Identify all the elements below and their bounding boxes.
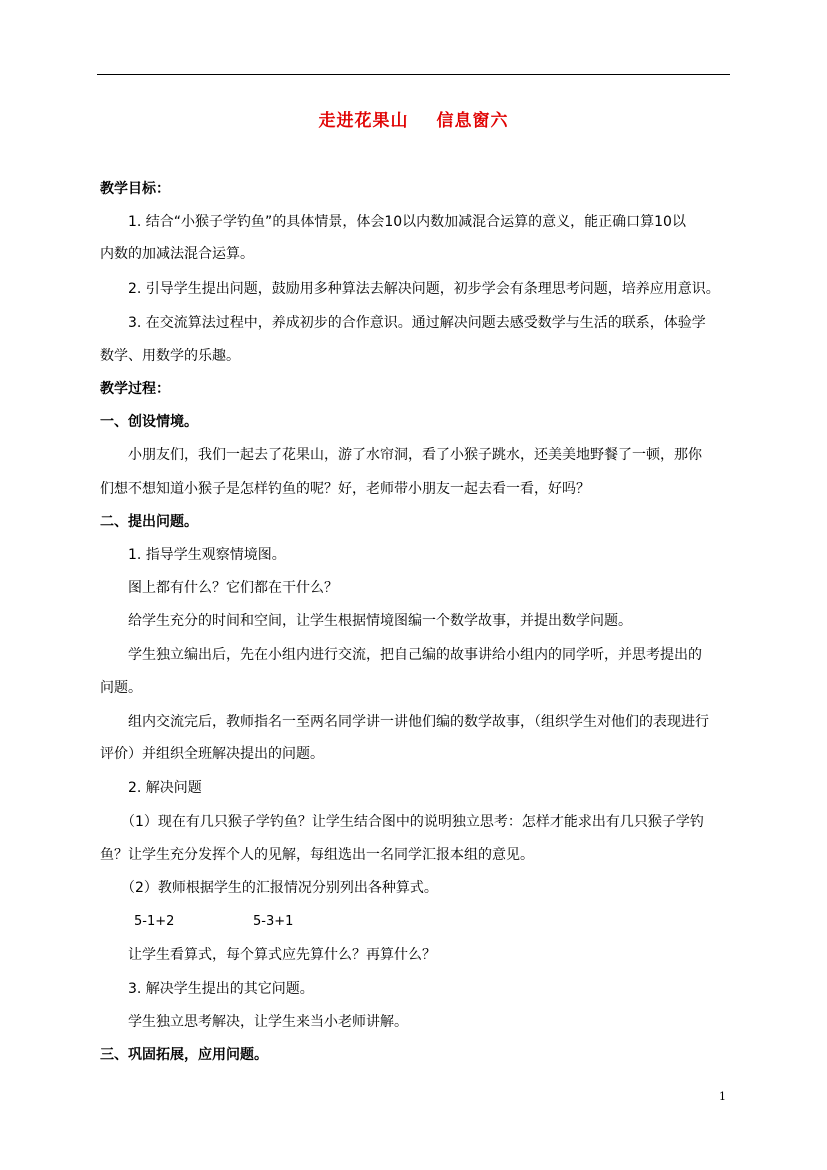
paragraph-line: 评价）并组织全班解决提出的问题。	[100, 746, 324, 762]
section-heading-process: 教学过程：	[100, 381, 170, 397]
paragraph-line: 给学生充分的时间和空间，让学生根据情境图编一个数学故事，并提出数学问题。	[128, 613, 632, 629]
paragraph-line: 问题。	[100, 680, 142, 696]
paragraph-line: 数学、用数学的乐趣。	[100, 348, 240, 364]
paragraph-line: 鱼？让学生充分发挥个人的见解，每组选出一名同学汇报本组的意见。	[100, 847, 534, 863]
paragraph-line: （1）现在有几只猴子学钓鱼？让学生结合图中的说明独立思考：怎样才能求出有几只猴子学钓	[121, 814, 704, 830]
paragraph-line: 小朋友们，我们一起去了花果山，游了水帘洞，看了小猴子跳水，还美美地野餐了一顿，那你	[128, 447, 702, 463]
paragraph-line: 1. 结合“小猴子学钓鱼”的具体情景，体会10以内数加减混合运算的意义，能正确口算10以	[128, 214, 686, 230]
section-heading-2: 二、提出问题。	[100, 514, 198, 530]
paragraph-line: 们想不想知道小猴子是怎样钓鱼的呢？好，老师带小朋友一起去看一看，好吗？	[100, 481, 590, 497]
section-heading-1: 一、创设情境。	[100, 414, 198, 430]
paragraph-line: 学生独立编出后，先在小组内进行交流，把自己编的故事讲给小组内的同学听，并思考提出的	[128, 647, 702, 663]
paragraph-line: 内数的加减法混合运算。	[100, 246, 254, 262]
formula-b: 5-3+1	[253, 914, 294, 929]
paragraph-line: 让学生看算式，每个算式应先算什么？再算什么？	[128, 947, 436, 963]
section-heading-goals: 教学目标：	[100, 181, 170, 197]
page-title	[0, 106, 827, 131]
paragraph-line: 组内交流完后，教师指名一至两名同学讲一讲他们编的数学故事，（组织学生对他们的表现进行	[128, 714, 709, 730]
paragraph-line: （2）教师根据学生的汇报情况分别列出各种算式。	[121, 880, 438, 896]
title-part-2: 信息窗六	[436, 111, 509, 131]
paragraph-line: 3. 在交流算法过程中，养成初步的合作意识。通过解决问题去感受数学与生活的联系，体验学	[128, 315, 706, 331]
paragraph-line: 2. 解决问题	[128, 780, 202, 796]
paragraph-line: 学生独立思考解决，让学生来当小老师讲解。	[128, 1014, 408, 1030]
title-part-1: 走进花果山	[318, 111, 409, 131]
section-heading-3: 三、巩固拓展，应用问题。	[100, 1047, 268, 1063]
paragraph-line: 1. 指导学生观察情境图。	[128, 547, 286, 563]
paragraph-line: 3. 解决学生提出的其它问题。	[128, 981, 314, 997]
formula-row	[134, 913, 293, 931]
paragraph-line: 图上都有什么？它们都在干什么？	[128, 580, 338, 596]
formula-a: 5-1+2	[134, 914, 175, 929]
header-rule	[97, 74, 730, 75]
paragraph-line: 2. 引导学生提出问题，鼓励用多种算法去解决问题，初步学会有条理思考问题，培养应用意识。	[128, 281, 720, 297]
page-number: 1	[719, 1090, 726, 1103]
